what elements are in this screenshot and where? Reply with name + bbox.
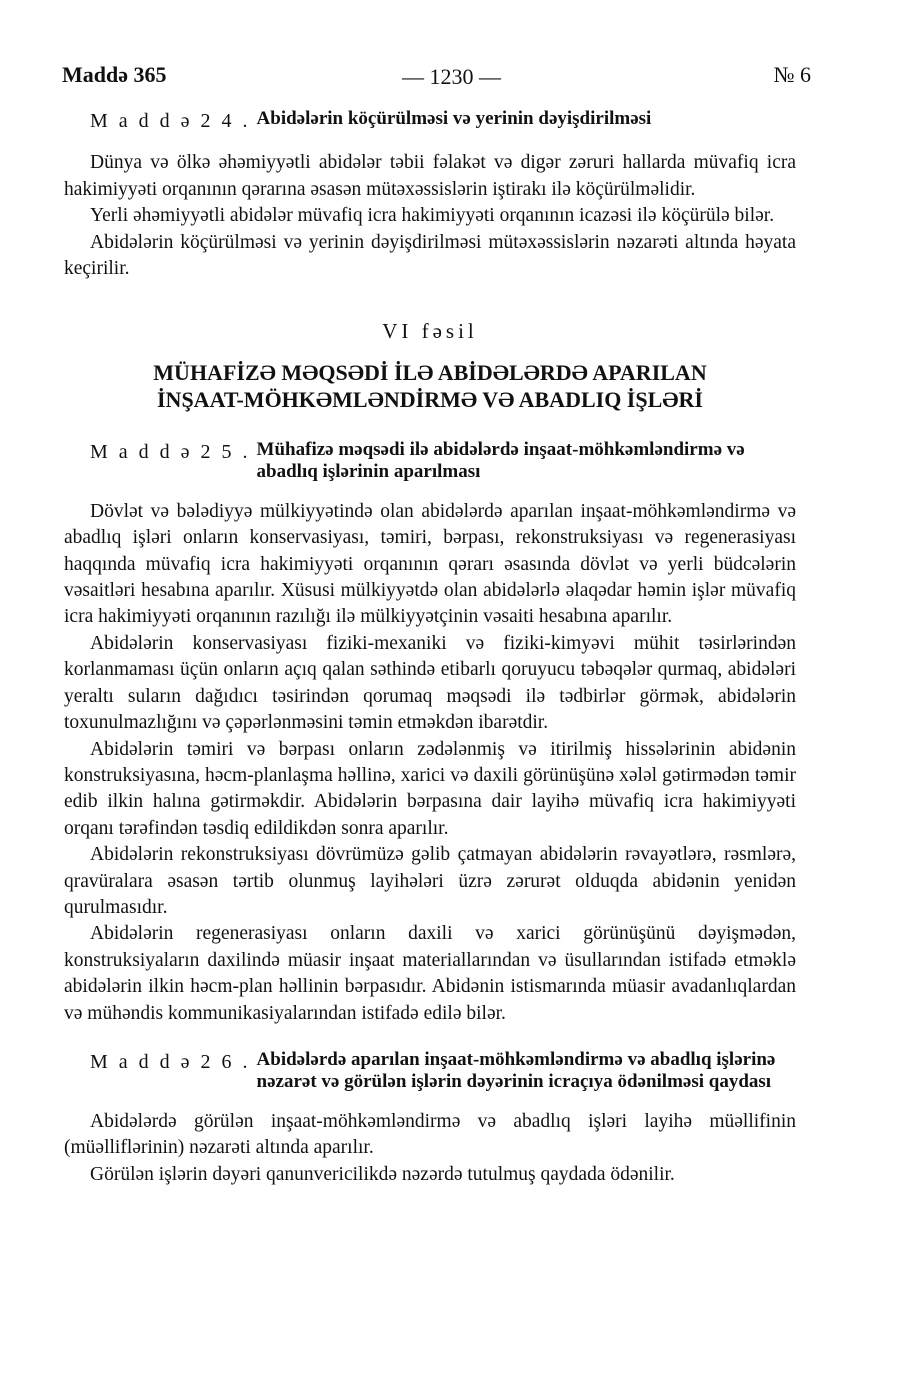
article-24-title: Abidələrin köçürülməsi və yerinin dəyişdirilməsi (256, 108, 652, 129)
chapter-label: VI fəsil (382, 319, 478, 344)
page-number: — 1230 — (402, 64, 501, 89)
article-25-heading (64, 439, 796, 483)
article-25-paragraph: Abidələrin rekonstruksiyası dövrümüzə gəlib çatmayan abidələrin rəvayətlərə, rəsmlərə, qravüralara əsasən tərtib olunmuş layihələri üzrə zərurət olduqda abidənin yenidən qurulmasıdır. (64, 844, 796, 918)
article-24-label: M a d d ə 2 4 . (90, 110, 251, 132)
article-26-paragraph: Abidələrdə görülən inşaat-möhkəmləndirmə və abadlıq işləri layihə müəllifinin (müəlliflərinin) nəzarəti altında aparılır. (64, 1110, 796, 1159)
article-26-heading (64, 1049, 796, 1093)
document-body (64, 104, 796, 1188)
article-25-label: M a d d ə 2 5 . (90, 440, 251, 463)
article-26-title: Abidələrdə aparılan inşaat-möhkəmləndirmə və abadlıq işlərinə nəzarət və görülən işlərin dəyərinin icraçıya ödənilməsi qaydası (256, 1048, 776, 1092)
article-25-paragraph: Dövlət və bələdiyyə mülkiyyətində olan abidələrdə aparılan inşaat-möhkəmləndirmə və abadlıq işləri onların konservasiyası, təmiri, bərpası, rekonstruksiyası və regenerasiyası haqqında müvafiq icra hakimiyyəti orqanının qərarı əsasında dövlət və yerli büdcələrin vəsaitləri hesabına aparılır. Xüsusi mülkiyyətdə olan abidələrlə əlaqədar həmin işlər müvafiq icra hakimiyyəti orqanının razılığı ilə mülkiyyətçinin vəsaiti hesabına aparılır. (64, 500, 796, 628)
article-26-paragraph: Görülən işlərin dəyəri qanunvericilikdə nəzərdə tutulmuş qaydada ödənilir. (90, 1163, 675, 1185)
article-25-paragraph: Abidələrin konservasiyası fiziki-mexaniki və fiziki-kimyəvi mühit təsirlərindən korlanmaması üçün onların açıq qalan səthində etibarlı qoruyucu təbəqələr qurmaq, abidələri yeraltı suların dağıdıcı təsirindən qorumaq məqsədi ilə tədbirlər görmək, abidələrin toxunulmazlığını və çəpərlənməsini təmin etməkdən ibarətdir. (64, 632, 796, 734)
article-26-label: M a d d ə 2 6 . (90, 1050, 251, 1073)
article-24-paragraph: Yerli əhəmiyyətli abidələr müvafiq icra hakimiyyəti orqanının icazəsi ilə köçürülə bilər. (90, 205, 775, 227)
issue-number: № 6 (773, 62, 811, 87)
article-25-title: Mühafizə məqsədi ilə abidələrdə inşaat-möhkəmləndirmə və abadlıq işlərinin aparılması (256, 438, 745, 482)
article-25-paragraph: Abidələrin təmiri və bərpası onların zədələnmiş və itirilmiş hissələrinin abidənin konstruksiyasına, həcm-planlaşma həllinə, xarici və daxili görünüşünə xələl gətirmədən təmir edib ilkin halına gətirməkdir. Abidələrin bərpasına dair layihə müvafiq icra hakimiyyəti orqanı tərəfindən təsdiq edildikdən sonra aparılır. (64, 738, 796, 839)
article-24-paragraph: Abidələrin köçürülməsi və yerinin dəyişdirilməsi mütəxəssislərin nəzarəti altında həyata keçirilir. (64, 231, 796, 280)
chapter-title-line: İNŞAAT-MÖHKƏMLƏNDİRMƏ VƏ ABADLIQ İŞLƏRİ (157, 386, 703, 412)
chapter-title-line: MÜHAFİZƏ MƏQSƏDİ İLƏ ABİDƏLƏRDƏ APARILAN (153, 359, 707, 385)
article-24-heading (64, 108, 796, 134)
article-number-header: Maddə 365 (62, 62, 167, 87)
article-25-paragraph: Abidələrin regenerasiyası onların daxili və xarici görünüşünü dəyişmədən, konstruksiyaların daxilində müasir inşaat materiallarından və üsullarından istifadə etməklə abidələrin ilkin həcm-plan həllinin bərpasıdır. Abidənin istismarında müasir avadanlıqlardan və mühəndis kommunikasiyalarından istifadə edilə bilər. (64, 923, 796, 1024)
article-24-paragraph: Dünya və ölkə əhəmiyyətli abidələr təbii fəlakət və digər zəruri hallarda müvafiq icra hakimiyyəti orqanının qərarına əsasən mütəxəssislərin iştirakı ilə köçürülməlidir. (64, 152, 796, 200)
chapter-title (64, 359, 796, 413)
